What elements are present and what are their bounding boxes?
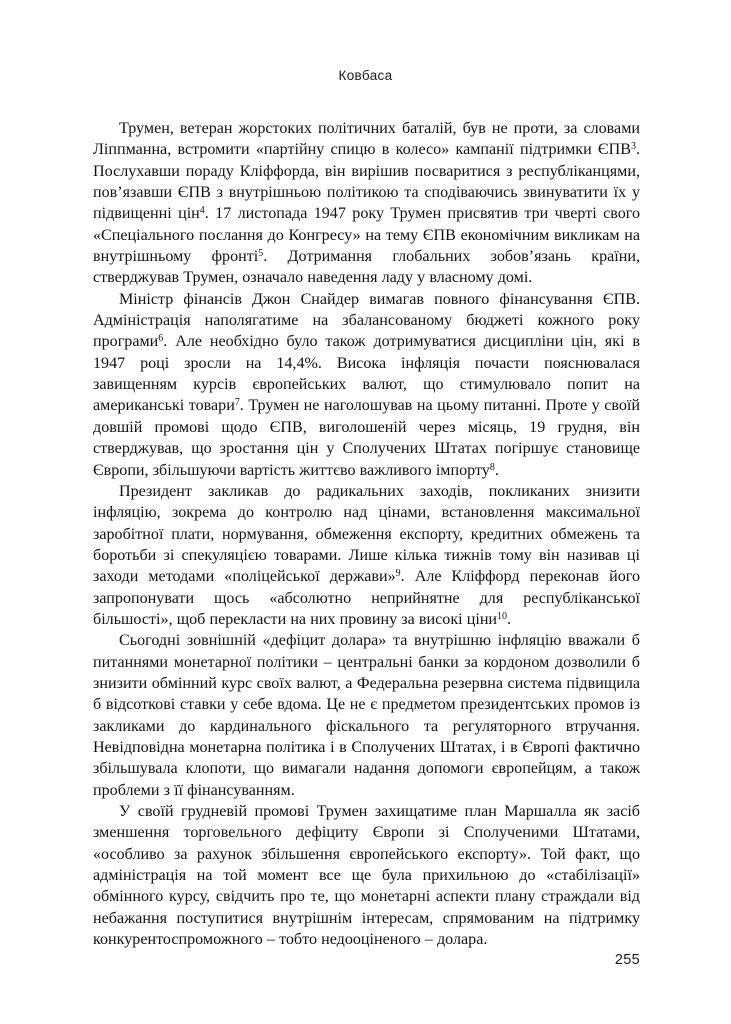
body-text-block [93,118,640,950]
footnote-marker-3: 3 [630,141,636,153]
page-number: 255 [614,952,640,968]
footnote-marker-5: 5 [258,248,264,260]
footnote-marker-8: 8 [489,461,495,473]
footnote-marker-7: 7 [234,397,240,409]
footnote-marker-6: 6 [158,333,164,345]
running-header: Ковбаса [338,68,393,83]
paragraph-p3: Президент закликав до радикальних заходів, покликаних знизити інфляцію, зокрема до контролю над цінами, встановлення максимальної заробітної плати, нормування, обмеження експорту, кредитних обмежень та боротьби зі спекуляцією товарами. Лише кілька тижнів тому він називав ці заходи методами «поліцейської держави»$^9$. Але Кліффорд переконав його запропонувати щось «абсолютно неприйнятне для республіканської більшості», щоб перекласти на них провину за високі ціни$^{10}$. [93,482,640,628]
paragraph-p2: Міністр фінансів Джон Снайдер вимагав повного фінансування ЄПВ. Адміністрація наполягатиме на збалансованому бюджеті кожного року програми$^6$. Але необхідно було також дотримуватися дисципліни цін, які в 1947 році зросли на 14,4%. Висока інфляція почасти пояснювалася завищенням курсів європейських валют, що стимулювало попит на американські товари$^7$. Трумен не наголошував на цьому питанні. Проте у своїй довшій промові щодо ЄПВ, виголошеній через місяць, 19 грудня, він стверджував, що зростання цін у Сполучених Штатах погіршує становище Європи, збільшуючи вартість життєво важливого імпорту$^8$. [93,290,640,479]
paragraph-p4: Сьогодні зовнішній «дефіцит долара» та внутрішню інфляцію вважали б питаннями монетарної політики – центральні банки за кордоном дозволили б знизити обмінний курс своїх валют, а Федеральна резервна система підвищила б відсоткові ставки у себе вдома. Це не є предметом президентських промов із закликами до кардинального фіскального та регуляторного втручання. Невідповідна монетарна політика і в Сполучених Штатах, і в Європі фактично збільшувала клопоти, що вимагали надання допомоги європейцям, а також проблеми з її фінансуванням. [93,632,640,799]
paragraph-p1: Трумен, ветеран жорстоких політичних баталій, був не проти, за словами Ліппманна, встромити «партійну спицю в колесо» кампанії підтримки ЄПВ$^3$. Послухавши пораду Кліффорда, він вирішив посваритися з республіканцями, пов’язавши ЄПВ з внутрішньою політикою та сподіваючись звинуватити їх у підвищенні цін$^4$. 17 листопада 1947 року Трумен присвятив три чверті свого «Спеціального послання до Конгресу» на тему ЄПВ економічним викликам на внутрішньому фронті$^5$. Дотримання глобальних зобов’язань країни, стверджував Трумен, означало наведення ладу у власному домі. [93,120,640,287]
footnote-marker-10: 10 [497,611,508,623]
footnote-marker-9: 9 [395,568,401,580]
footnote-marker-4: 4 [199,205,205,217]
paragraph-p5: У своїй грудневій промові Трумен захищатиме план Маршалла як засіб зменшення торговельного дефіциту Європи зі Сполученими Штатами, «особливо за рахунок збільшення європейського експорту». Той факт, що адміністрація на той момент все ще була прихильною до «стабілізації» обмінного курсу, свідчить про те, що монетарні аспекти плану страждали від небажання поступитися внутрішнім інтересам, спрямованим на підтримку конкурентоспроможного – тобто недооціненого – долара. [93,803,640,949]
